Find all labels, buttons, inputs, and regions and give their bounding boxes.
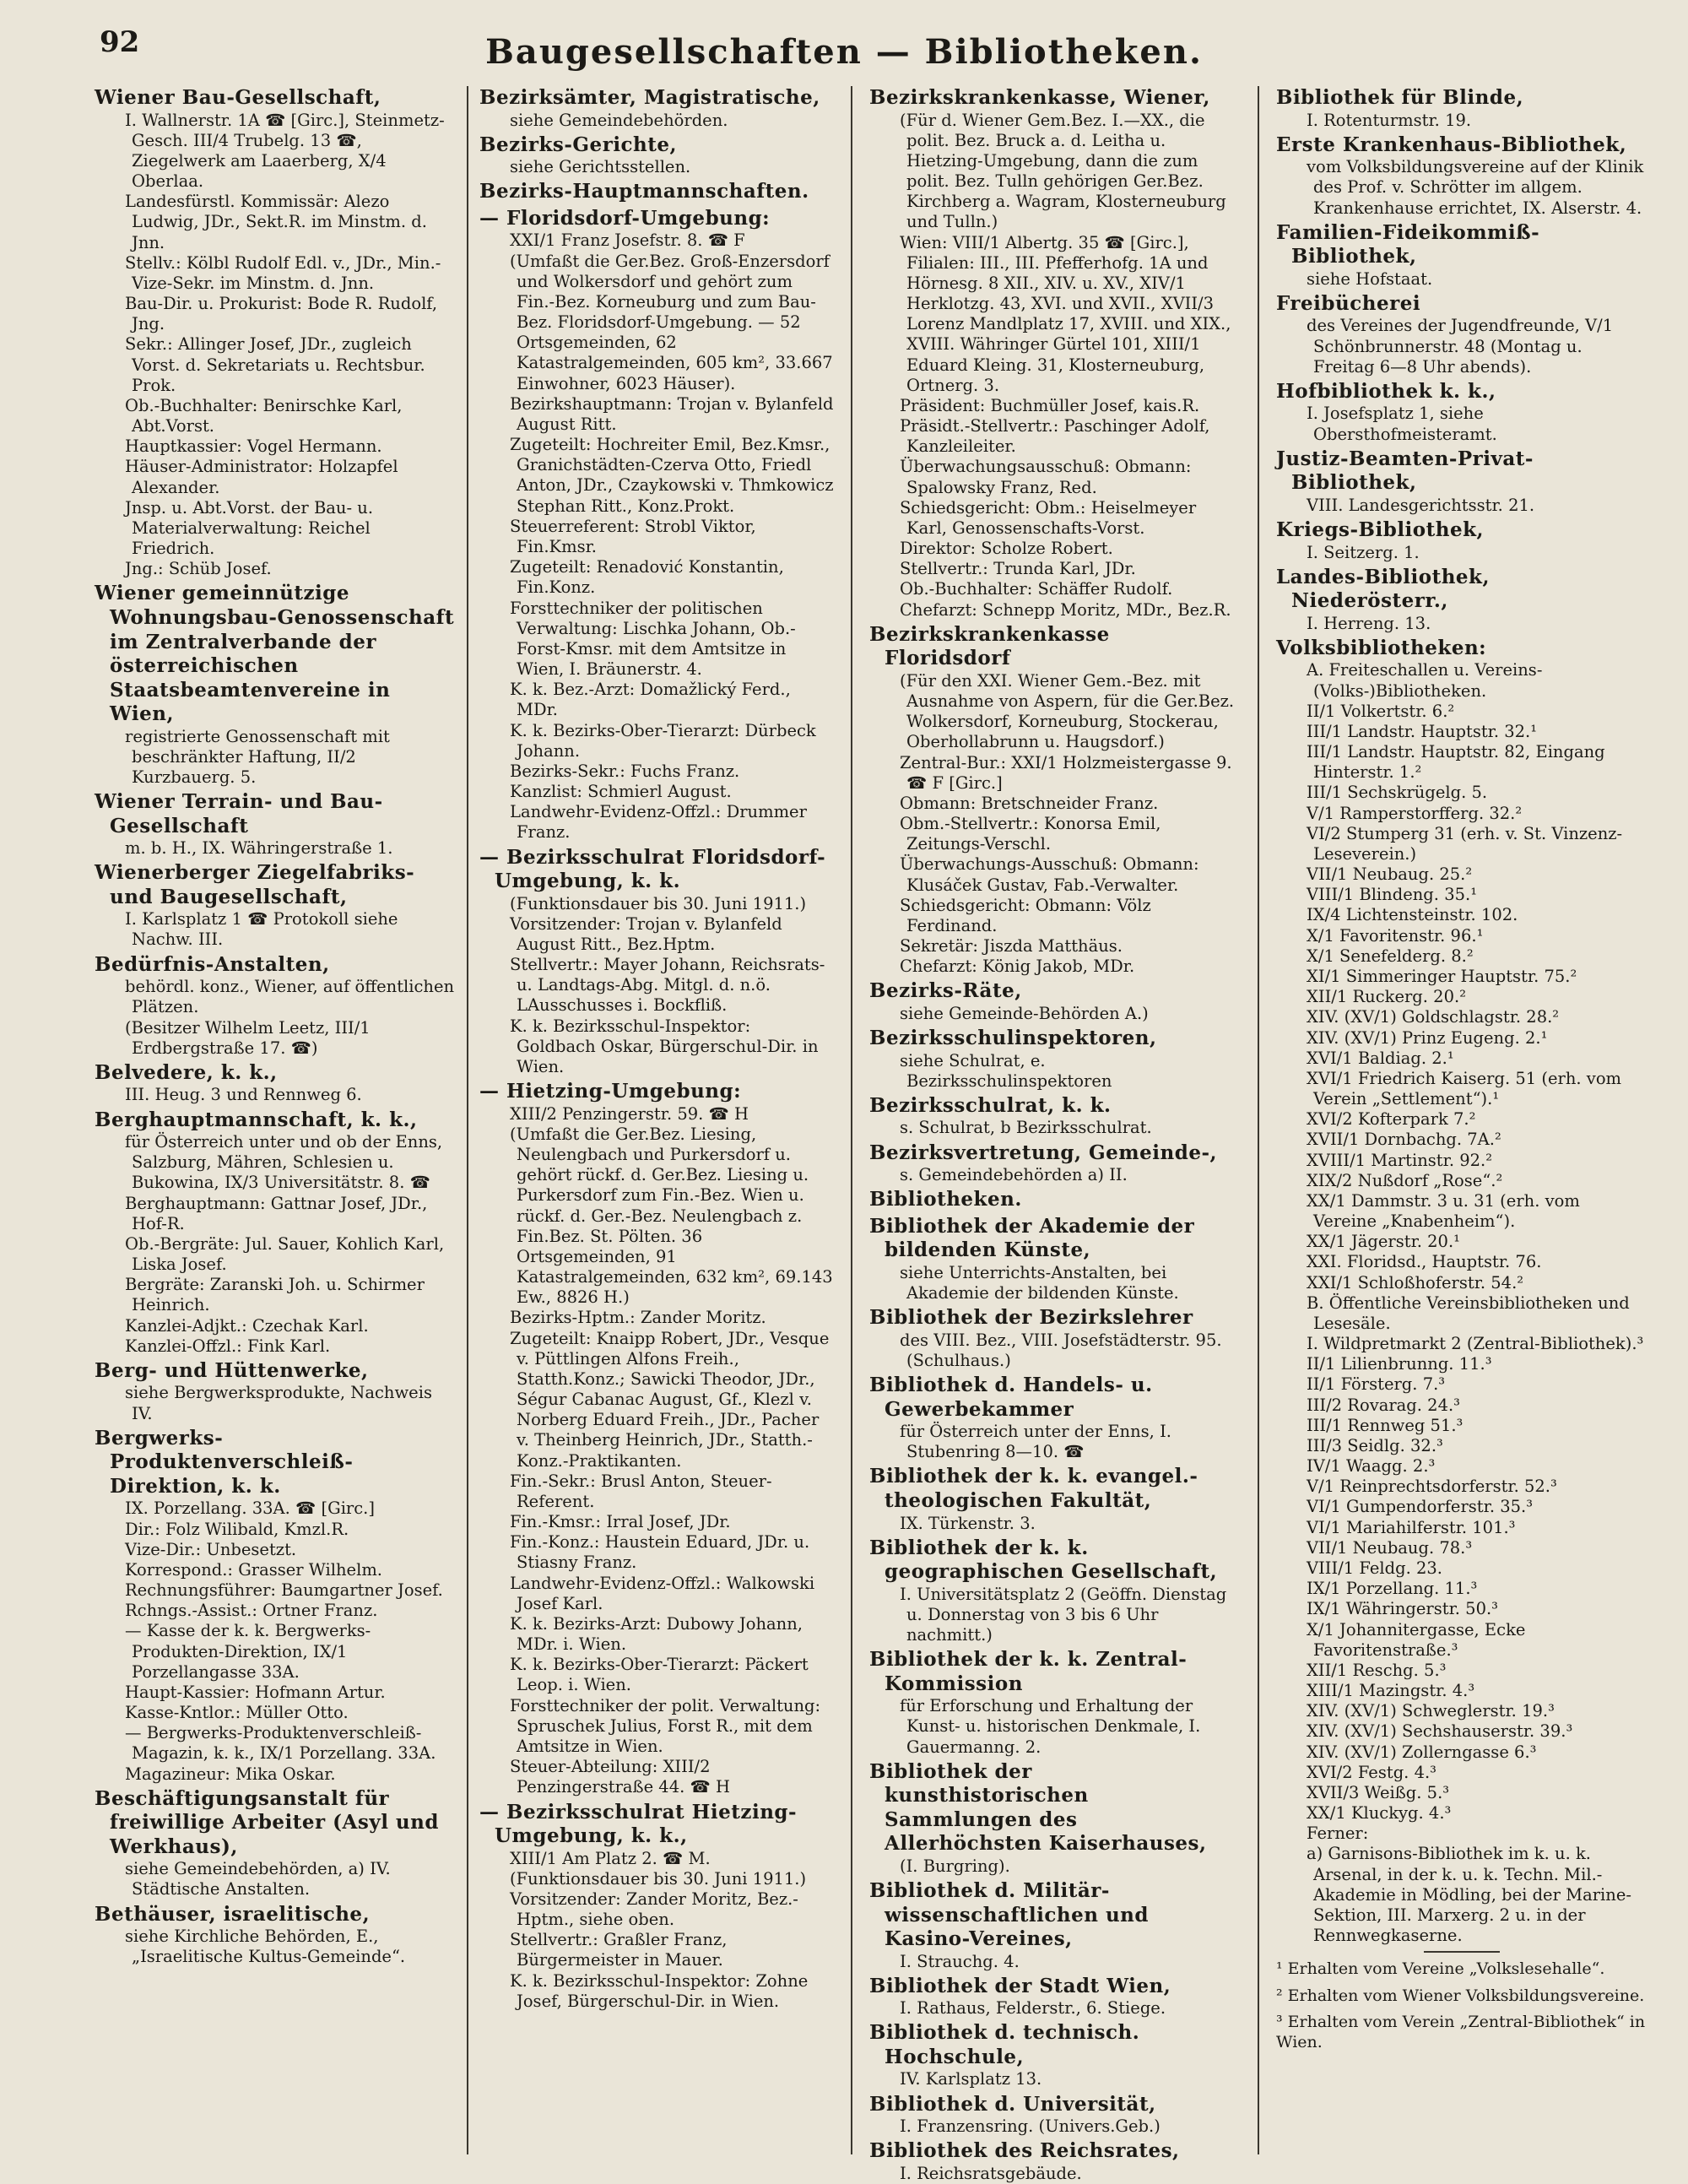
entry-heading: Bethäuser, israelitische, <box>95 1902 371 1926</box>
entry-line: (Funktionsdauer bis 30. Juni 1911.) <box>510 1868 807 1889</box>
entry-heading: Wienerberger Ziegelfabriks- und Baugesellschaft, <box>95 861 415 908</box>
entry-line: K. k. Bezirks-Arzt: Dubowy Johann, MDr. i. Wien. <box>510 1613 803 1655</box>
entry-line: Magazineur: Mika Oskar. <box>125 1764 336 1784</box>
entry-line: I. Rathaus, Felderstr., 6. Stiege. <box>900 1998 1166 2019</box>
entry-heading: Berghauptmannschaft, k. k., <box>95 1108 418 1131</box>
directory-entry <box>479 133 834 178</box>
entry-line: Kanzlei-Offzl.: Fink Karl. <box>125 1336 331 1356</box>
entry-line: vom Volksbildungsvereine auf der Klinik des Prof. v. Schrötter im allgem. Krankenhause errichtet, IX. Alserstr. 4. <box>1307 157 1644 218</box>
entry-line: K. k. Bezirks-Ober-Tierarzt: Dürbeck Johann. <box>510 720 816 761</box>
directory-entry <box>1276 86 1647 131</box>
directory-entry <box>869 1215 1237 1303</box>
entry-line: XXI. Floridsd., Hauptstr. 76. <box>1307 1252 1542 1272</box>
entry-heading: Bezirksschulinspektoren, <box>869 1027 1157 1050</box>
entry-line: Sekr.: Allinger Josef, JDr., zugleich Vorst. d. Sekretariats u. Rechtsbur. Prok. <box>125 334 425 395</box>
entry-line: Vize-Dir.: Unbesetzt. <box>125 1539 297 1559</box>
entry-line: XIII/1 Am Platz 2. ☎ M. <box>510 1848 711 1868</box>
entry-line: siehe Gemeinde-Behörden A.) <box>900 1003 1149 1023</box>
entry-line: XX/1 Kluckyg. 4.³ <box>1307 1803 1452 1824</box>
entry-line: IX/1 Porzellang. 11.³ <box>1307 1579 1478 1599</box>
entry-heading: Familien-Fideikommiß-Bibliothek, <box>1276 220 1540 268</box>
text-column-4 <box>1276 86 1647 2154</box>
entry-line: Schiedsgericht: Obmann: Völz Ferdinand. <box>900 895 1151 935</box>
entry-heading: Bibliothek der Akademie der bildenden Künste, <box>869 1214 1195 1262</box>
entry-line: Vorsitzender: Trojan v. Bylanfeld August Ritt., Bez.Hptm. <box>510 913 782 954</box>
entry-line: Häuser-Administrator: Holzapfel Alexander. <box>125 457 398 497</box>
directory-entry <box>479 1080 834 1797</box>
directory-entry <box>95 790 457 859</box>
entry-line: Steuerreferent: Strobl Viktor, Fin.Kmsr. <box>510 516 756 556</box>
directory-entry <box>95 1787 457 1900</box>
entry-line: X/1 Johannitergasse, Ecke Favoritenstraße.³ <box>1307 1619 1526 1660</box>
entry-line: I. Seitzerg. 1. <box>1307 542 1420 562</box>
directory-entry <box>1276 380 1647 445</box>
entry-line: XIV. (XV/1) Schweglerstr. 19.³ <box>1307 1701 1555 1721</box>
entry-line: siehe Gerichtsstellen. <box>510 157 691 177</box>
entry-line: Forsttechniker der polit. Verwaltung: Spruschek Julius, Forst R., mit dem Amtsitze in Wien. <box>510 1695 821 1756</box>
entry-heading: Bibliothek d. Handels- u. Gewerbekammer <box>869 1374 1153 1421</box>
directory-entry <box>869 979 1237 1024</box>
entry-heading: Bibliothek der Bezirkslehrer <box>869 1306 1193 1330</box>
page-number: 92 <box>100 25 140 59</box>
entry-line: I. Karlsplatz 1 ☎ Protokoll siehe Nachw. III. <box>125 909 398 950</box>
entry-line: VIII/1 Blindeng. 35.¹ <box>1307 885 1478 905</box>
entry-line: Sekretär: Jiszda Matthäus. <box>900 936 1123 957</box>
entry-line: XX/1 Dammstr. 3 u. 31 (erh. vom Vereine „Knabenheim“). <box>1307 1190 1580 1232</box>
entry-line: Überwachungs-Ausschuß: Obmann: Klusáček Gustav, Fab.-Verwalter. <box>900 854 1199 895</box>
entry-line: I. Wildpretmarkt 2 (Zentral-Bibliothek).³ <box>1307 1334 1644 1354</box>
entry-line: VI/1 Mariahilferstr. 101.³ <box>1307 1517 1516 1537</box>
entry-line: VIII/1 Feldg. 23. <box>1307 1558 1442 1578</box>
entry-heading: Kriegs-Bibliothek, <box>1276 518 1485 542</box>
entry-heading: Bedürfnis-Anstalten, <box>95 952 330 976</box>
entry-heading: Bezirksämter, Magistratische, <box>479 86 820 109</box>
entry-line: Bezirks-Sekr.: Fuchs Franz. <box>510 761 740 781</box>
entry-heading: Freibücherei <box>1276 291 1421 315</box>
entry-line: Stellvertr.: Graßler Franz, Bürgermeister in Mauer. <box>510 1930 728 1970</box>
entry-line: siehe Hofstaat. <box>1307 268 1433 289</box>
entry-heading: Bibliothek d. technisch. Hochschule, <box>869 2021 1140 2068</box>
column-rule <box>1258 86 1259 2154</box>
entry-line: Zugeteilt: Knaipp Robert, JDr., Vesque v. Püttlingen Alfons Freih., Statth.Konz.; Sawicki Theodor, JDr., Ségur Cabanac August, Gf., Klezl v. Norberg Eduard Freih., JDr., Pacher v. Theinberg Heinrich, JDr., Statth.-Konz.-Praktikanten. <box>510 1328 830 1471</box>
entry-line: m. b. H., IX. Währingerstraße 1. <box>125 838 393 859</box>
entry-line: Landwehr-Evidenz-Offzl.: Drummer Franz. <box>510 802 807 843</box>
entry-line: siehe Kirchliche Behörden, E., „Israelitische Kultus-Gemeinde“. <box>125 1927 406 1967</box>
directory-entry <box>869 2093 1237 2138</box>
entry-line: Berghauptmann: Gattnar Josef, JDr., Hof-R. <box>125 1193 428 1233</box>
directory-entry <box>479 86 834 131</box>
text-column-2 <box>479 86 834 2154</box>
entry-line: (Funktionsdauer bis 30. Juni 1911.) <box>510 893 807 913</box>
directory-entry <box>95 1061 457 1106</box>
entry-heading: Erste Krankenhaus-Bibliothek, <box>1276 133 1627 156</box>
entry-line: Steuer-Abteilung: XIII/2 Penzingerstraße 44. ☎ H <box>510 1757 731 1797</box>
directory-entry <box>1276 637 1647 1946</box>
directory-entry <box>869 1306 1237 1371</box>
entry-heading: Berg- und Hüttenwerke, <box>95 1358 369 1382</box>
entry-line: Kanzlist: Schmierl August. <box>510 782 732 802</box>
directory-entry <box>869 1648 1237 1758</box>
entry-line: XIII/1 Mazingstr. 4.³ <box>1307 1681 1475 1701</box>
directory-entry <box>1276 221 1647 290</box>
entry-line: V/1 Ramperstorfferg. 32.² <box>1307 803 1523 823</box>
directory-entry <box>95 953 457 1059</box>
directory-entry <box>95 86 457 579</box>
column-rule <box>851 86 852 2154</box>
entry-heading: Bezirkskrankenkasse, Wiener, <box>869 86 1210 109</box>
directory-entry <box>1276 447 1647 516</box>
entry-line: IX/1 Währingerstr. 50.³ <box>1307 1599 1499 1619</box>
entry-line: Jng.: Schüb Josef. <box>125 559 272 579</box>
directory-entry <box>869 2139 1237 2184</box>
entry-line: Kasse-Kntlor.: Müller Otto. <box>125 1703 349 1723</box>
entry-heading: — Bezirksschulrat Hietzing-Umgebung, k. k., <box>479 1800 798 1848</box>
entry-line: registrierte Genossenschaft mit beschränkter Haftung, II/2 Kurzbauerg. 5. <box>125 726 390 787</box>
directory-entry <box>1276 566 1647 634</box>
directory-entry <box>869 1188 1237 1212</box>
entry-line: Obm.-Stellvertr.: Konorsa Emil, Zeitungs-Verschl. <box>900 814 1161 854</box>
entry-line: XX/1 Jägerstr. 20.¹ <box>1307 1232 1460 1252</box>
entry-line: des Vereines der Jugendfreunde, V/1 Schönbrunnerstr. 48 (Montag u. Freitag 6—8 Uhr abends). <box>1307 316 1614 377</box>
entry-line: Überwachungsausschuß: Obmann: Spalowsky Franz, Red. <box>900 457 1192 497</box>
page-header <box>0 0 1688 84</box>
entry-line: III/1 Landstr. Hauptstr. 32.¹ <box>1307 721 1538 741</box>
entry-line: IV. Karlsplatz 13. <box>900 2069 1042 2089</box>
entry-line: Chefarzt: Schnepp Moritz, MDr., Bez.R. <box>900 599 1231 620</box>
entry-line: (Umfaßt die Ger.Bez. Groß-Enzersdorf und Wolkersdorf und gehört zum Fin.-Bez. Korneuburg und zum Bau-Bez. Floridsdorf-Umgebung. — 52 Ortsgemeinden, 62 Katastralgemeinden, 605 km², 33.667 Einwohner, 6023 Häuser). <box>510 251 833 393</box>
entry-line: XII/1 Ruckerg. 20.² <box>1307 987 1467 1007</box>
entry-line: Jnsp. u. Abt.Vorst. der Bau- u. Materialverwaltung: Reichel Friedrich. <box>125 497 374 559</box>
entry-line: Chefarzt: König Jakob, MDr. <box>900 957 1135 977</box>
entry-heading: Bibliotheken. <box>869 1188 1022 1211</box>
entry-line: Ferner: <box>1307 1824 1369 1844</box>
directory-entry <box>1276 292 1647 377</box>
entry-line: a) Garnisons-Bibliothek im k. u. k. Arsenal, in der k. u. k. Techn. Mil.-Akademie in Mödling, bei der Marine-Sektion, III. Marxerg. 2 u. in der Rennwegkaserne. <box>1307 1844 1631 1946</box>
entry-line: XII/1 Reschg. 5.³ <box>1307 1660 1447 1680</box>
entry-line: X/1 Favoritenstr. 96.¹ <box>1307 925 1484 946</box>
entry-line: Stellvertr.: Trunda Karl, JDr. <box>900 559 1136 579</box>
entry-line: XIV. (XV/1) Prinz Eugeng. 2.¹ <box>1307 1027 1548 1048</box>
entry-heading: Belvedere, k. k., <box>95 1060 278 1084</box>
entry-line: III/1 Rennweg 51.³ <box>1307 1415 1463 1435</box>
page-title: Baugesellschaften — Bibliotheken. <box>485 32 1203 72</box>
entry-heading: Bezirks-Hauptmannschaften. <box>479 180 809 203</box>
entry-line: Bezirks-Hptm.: Zander Moritz. <box>510 1308 766 1328</box>
entry-line: B. Öffentliche Vereinsbibliotheken und Lesesäle. <box>1307 1293 1630 1333</box>
entry-line: Wien: VIII/1 Albertg. 35 ☎ [Girc.], Filialen: III., III. Pfefferhofg. 1A und Hörnesg. 8 XII., XIV. u. XV., XIV/1 Herklotzg. 43, XVI. und XVII., XVII/3 Lorenz Mandlplatz 17, XVIII. und XIX., XVIII. Währinger Gürtel 101, XIII/1 Eduard Kleing. 31, Klosterneuburg, Ortnerg. 3. <box>900 232 1231 395</box>
directory-entry <box>1276 133 1647 219</box>
entry-line: siehe Gemeindebehörden. <box>510 110 728 130</box>
entry-line: XI/1 Simmeringer Hauptstr. 75.² <box>1307 967 1577 986</box>
entry-line: Bau-Dir. u. Prokurist: Bode R. Rudolf, Jng. <box>125 294 438 334</box>
entry-line: behördl. konz., Wiener, auf öffentlichen Plätzen. <box>125 977 455 1017</box>
directory-entry <box>95 1359 457 1424</box>
text-column-3 <box>869 86 1237 2183</box>
entry-line: Zentral-Bur.: XXI/1 Holzmeistergasse 9. ☎ F [Girc.] <box>900 752 1232 793</box>
entry-line: XVII/3 Weißg. 5.³ <box>1307 1782 1450 1802</box>
entry-line: Ob.-Bergräte: Jul. Sauer, Kohlich Karl, Liska Josef. <box>125 1233 445 1275</box>
entry-line: Landwehr-Evidenz-Offzl.: Walkowski Josef Karl. <box>510 1573 815 1613</box>
entry-line: XIV. (XV/1) Goldschlagstr. 28.² <box>1307 1007 1560 1027</box>
entry-line: XIV. (XV/1) Zollerngasse 6.³ <box>1307 1742 1537 1762</box>
entry-line: Hauptkassier: Vogel Hermann. <box>125 436 382 457</box>
entry-line: Bezirkshauptmann: Trojan v. Bylanfeld August Ritt. <box>510 393 834 434</box>
footnote: ² Erhalten vom Wiener Volksbildungsvereine. <box>1276 1986 1645 2005</box>
entry-line: Fin.-Sekr.: Brusl Anton, Steuer-Referent. <box>510 1471 772 1511</box>
entry-heading: Hofbibliothek k. k., <box>1276 379 1496 403</box>
directory-entry <box>869 1879 1237 1972</box>
entry-line: IV/1 Waagg. 2.³ <box>1307 1456 1436 1477</box>
entry-line: VIII. Landesgerichtsstr. 21. <box>1307 495 1535 515</box>
entry-line: des VIII. Bez., VIII. Josefstädterstr. 95. (Schulhaus.) <box>900 1330 1222 1370</box>
entry-line: (Besitzer Wilhelm Leetz, III/1 Erdbergstraße 17. ☎) <box>125 1017 371 1058</box>
directory-entry <box>479 207 834 843</box>
entry-line: siehe Bergwerksprodukte, Nachweis IV. <box>125 1383 432 1423</box>
entry-line: XVII/1 Dornbachg. 7A.² <box>1307 1130 1501 1150</box>
entry-line: Zugeteilt: Hochreiter Emil, Bez.Kmsr., Granichstädten-Czerva Otto, Friedl Anton, JDr., Czaykowski v. Thmkowicz Stephan Ritt., Konz.Prokt. <box>510 435 834 516</box>
entry-line: Vorsitzender: Zander Moritz, Bez.-Hptm., siehe oben. <box>510 1889 798 1930</box>
entry-line: Korrespond.: Grasser Wilhelm. <box>125 1559 383 1580</box>
entry-heading: — Bezirksschulrat Floridsdorf-Umgebung, k. k. <box>479 845 826 893</box>
entry-line: (Umfaßt die Ger.Bez. Liesing, Neulengbach und Purkersdorf u. gehört rückf. d. Ger.Bez. Liesing u. Purkersdorf zum Fin.-Bez. Wien u. rückf. d. Ger.-Bez. Neulengbach z. Fin.Bez. St. Pölten. 36 Ortsgemeinden, 91 Katastralgemeinden, 632 km², 69.143 Ew., 8826 H.) <box>510 1124 833 1308</box>
entry-line: III/1 Sechskrügelg. 5. <box>1307 783 1488 803</box>
entry-line: XVI/2 Festg. 4.³ <box>1307 1762 1436 1782</box>
directory-entry <box>1276 518 1647 563</box>
entry-heading: Bibliothek des Reichsrates, <box>869 2139 1180 2163</box>
entry-line: (Für den XXI. Wiener Gem.-Bez. mit Ausnahme von Aspern, für die Ger.Bez. Wolkersdorf, Korneuburg, Stockerau, Oberhollabrunn u. Haugsdorf.) <box>900 670 1235 752</box>
entry-line: Forsttechniker der politischen Verwaltung: Lischka Johann, Ob.-Forst-Kmsr. mit dem Amtsitze in Wien, I. Bräunerstr. 4. <box>510 598 796 680</box>
entry-line: XXI/1 Schloßhoferstr. 54.² <box>1307 1272 1524 1293</box>
entry-line: — Kasse der k. k. Bergwerks-Produkten-Direktion, IX/1 Porzellangasse 33A. <box>125 1621 371 1682</box>
entry-line: A. Freiteschallen u. Vereins-(Volks-)Bibliotheken. <box>1307 660 1543 701</box>
entry-line: III/3 Seidlg. 32.³ <box>1307 1435 1443 1455</box>
entry-heading: Justiz-Beamten-Privat-Bibliothek, <box>1276 447 1534 495</box>
entry-heading: Wiener gemeinnützige Wohnungsbau-Genossenschaft im Zentralverbande der österreichischen Staatsbeamtenvereine in Wien, <box>95 582 455 726</box>
entry-line: VI/2 Stumperg 31 (erh. v. St. Vinzenz-Leseverein.) <box>1307 823 1623 864</box>
entry-line: (Für d. Wiener Gem.Bez. I.—XX., die polit. Bez. Bruck a. d. Leitha u. Hietzing-Umgebung, dann die zum polit. Bez. Tulln gehörigen Ger.Bez. Kirchberg a. Wagram, Klosterneuburg und Tulln.) <box>900 110 1226 232</box>
entry-heading: — Floridsdorf-Umgebung: <box>479 206 771 230</box>
entry-line: siehe Unterrichts-Anstalten, bei Akademie der bildenden Künste. <box>900 1262 1179 1303</box>
entry-line: I. Wallnerstr. 1A ☎ [Girc.], Steinmetz-Gesch. III/4 Trubelg. 13 ☎, Ziegelwerk am Laaerberg, X/4 Oberlaa. <box>125 110 445 192</box>
entry-line: K. k. Bezirksschul-Inspektor: Goldbach Oskar, Bürgerschul-Dir. in Wien. <box>510 1016 819 1076</box>
entry-line: I. Franzensring. (Univers.Geb.) <box>900 2116 1160 2137</box>
directory-entry <box>869 1536 1237 1646</box>
entry-line: Fin.-Kmsr.: Irral Josef, JDr. <box>510 1512 731 1532</box>
entry-heading: Bezirkskrankenkasse Floridsdorf <box>869 622 1110 670</box>
entry-line: I. Herreng. 13. <box>1307 613 1431 633</box>
entry-heading: Bibliothek d. Militär-wissenschaftlichen und Kasino-Vereines, <box>869 1879 1149 1951</box>
entry-line: siehe Gemeindebehörden, a) IV. Städtische Anstalten. <box>125 1859 391 1899</box>
directory-entry <box>869 1094 1237 1139</box>
directory-entry <box>869 1027 1237 1092</box>
directory-entry <box>95 1427 457 1785</box>
entry-line: I. Universitätsplatz 2 (Geöffn. Dienstag u. Donnerstag von 3 bis 6 Uhr nachmitt.) <box>900 1584 1227 1645</box>
entry-line: Direktor: Scholze Robert. <box>900 539 1113 559</box>
entry-line: Zugeteilt: Renadović Konstantin, Fin.Konz. <box>510 557 784 598</box>
directory-entry <box>95 861 457 950</box>
entry-heading: Bibliothek der k. k. evangel.-theologischen Fakultät, <box>869 1465 1198 1512</box>
entry-line: Rechnungsführer: Baumgartner Josef. <box>125 1580 443 1601</box>
entry-line: I. Josefsplatz 1, siehe Obersthofmeisteramt. <box>1307 404 1497 444</box>
entry-line: X/1 Senefelderg. 8.² <box>1307 946 1474 966</box>
directory-entry <box>869 1760 1237 1877</box>
footnote: ¹ Erhalten vom Vereine „Volkslesehalle“. <box>1276 1959 1605 1979</box>
entry-line: IX. Türkenstr. 3. <box>900 1513 1036 1533</box>
directory-entry <box>869 1374 1237 1462</box>
entry-line: Präsidt.-Stellvertr.: Paschinger Adolf, Kanzleileiter. <box>900 416 1210 457</box>
directory-entry <box>869 1465 1237 1533</box>
entry-line: siehe Schulrat, e. Bezirksschulinspektoren <box>900 1050 1112 1091</box>
entry-line: VII/1 Neubaug. 25.² <box>1307 864 1473 885</box>
entry-line: Dir.: Folz Wilibald, Kmzl.R. <box>125 1519 349 1539</box>
entry-line: XIX/2 Nußdorf „Rose“.² <box>1307 1170 1503 1190</box>
directory-entry <box>869 86 1237 621</box>
entry-line: für Erforschung und Erhaltung der Kunst- u. historischen Denkmale, I. Gauermanng. 2. <box>900 1696 1201 1757</box>
entry-line: — Bergwerks-Produktenverschleiß-Magazin, k. k., IX/1 Porzellang. 33A. <box>125 1723 436 1764</box>
entry-line: II/1 Försterg. 7.³ <box>1307 1374 1446 1395</box>
directory-entry <box>479 1801 834 2012</box>
entry-line: VI/1 Gumpendorferstr. 35.³ <box>1307 1497 1534 1517</box>
entry-heading: Bibliothek d. Universität, <box>869 2092 1156 2116</box>
entry-line: Haupt-Kassier: Hofmann Artur. <box>125 1682 386 1702</box>
entry-heading: Bezirks-Gerichte, <box>479 133 678 156</box>
entry-heading: — Hietzing-Umgebung: <box>479 1080 742 1103</box>
entry-line: III/1 Landstr. Hauptstr. 82, Eingang Hinterstr. 1.² <box>1307 742 1605 783</box>
entry-line: für Österreich unter der Enns, I. Stubenring 8—10. ☎ <box>900 1422 1171 1462</box>
entry-line: Schiedsgericht: Obm.: Heiselmeyer Karl, Genossenschafts-Vorst. <box>900 497 1197 538</box>
entry-heading: Bezirksschulrat, k. k. <box>869 1093 1112 1117</box>
entry-heading: Bezirks-Räte, <box>869 979 1022 1003</box>
entry-line: Ob.-Buchhalter: Schäffer Rudolf. <box>900 579 1173 599</box>
entry-line: II/1 Volkertstr. 6.² <box>1307 701 1455 721</box>
entry-line: Obmann: Bretschneider Franz. <box>900 793 1159 813</box>
directory-entry <box>869 2021 1237 2089</box>
entry-line: XVIII/1 Martinstr. 92.² <box>1307 1150 1493 1170</box>
entry-line: III/2 Rovarag. 24.³ <box>1307 1395 1461 1415</box>
column-rule <box>467 86 468 2154</box>
entry-line: Stellvertr.: Mayer Johann, Reichsrats- u. Landtags-Abg. Mitgl. d. n.ö. LAusschusses i. Bockfliß. <box>510 955 825 1016</box>
entry-heading: Volksbibliotheken: <box>1276 636 1487 659</box>
directory-entry <box>95 582 457 788</box>
entry-line: (I. Burgring). <box>900 1856 1010 1876</box>
entry-line: s. Schulrat, b Bezirksschulrat. <box>900 1118 1152 1138</box>
entry-heading: Wiener Terrain- und Bau-Gesellschaft <box>95 790 383 837</box>
entry-line: XVI/1 Friedrich Kaiserg. 51 (erh. vom Verein „Settlement“).¹ <box>1307 1068 1622 1109</box>
entry-line: XVI/1 Baldiag. 2.¹ <box>1307 1048 1454 1068</box>
entry-line: II/1 Lilienbrunng. 11.³ <box>1307 1354 1492 1374</box>
entry-line: XVI/2 Kofterpark 7.² <box>1307 1109 1476 1130</box>
directory-entry <box>869 1141 1237 1186</box>
entry-line: s. Gemeindebehörden a) II. <box>900 1165 1128 1185</box>
entry-heading: Bibliothek der k. k. geographischen Gesellschaft, <box>869 1536 1218 1584</box>
footnote-separator <box>1424 1951 1500 1953</box>
entry-line: Fin.-Konz.: Haustein Eduard, JDr. u. Stiasny Franz. <box>510 1532 810 1573</box>
directory-entry <box>95 1108 457 1357</box>
entry-line: I. Rotenturmstr. 19. <box>1307 110 1472 130</box>
entry-line: IX. Porzellang. 33A. ☎ [Girc.] <box>125 1498 375 1519</box>
directory-entry <box>869 623 1237 978</box>
entry-heading: Landes-Bibliothek, Niederösterr., <box>1276 565 1491 613</box>
entry-line: III. Heug. 3 und Rennweg 6. <box>125 1085 362 1105</box>
entry-line: I. Strauchg. 4. <box>900 1951 1020 1971</box>
entry-heading: Bezirksvertretung, Gemeinde-, <box>869 1141 1218 1164</box>
entry-line: IX/4 Lichtensteinstr. 102. <box>1307 905 1518 925</box>
entry-line: Kanzlei-Adjkt.: Czechak Karl. <box>125 1315 369 1336</box>
entry-line: K. k. Bezirks-Ober-Tierarzt: Päckert Leop. i. Wien. <box>510 1655 809 1695</box>
entry-line: Stellv.: Kölbl Rudolf Edl. v., JDr., Min.-Vize-Sekr. im Minstm. d. Jnn. <box>125 252 441 293</box>
entry-line: Rchngs.-Assist.: Ortner Franz. <box>125 1601 378 1621</box>
entry-line: XXI/1 Franz Josefstr. 8. ☎ F <box>510 230 745 251</box>
directory-entry <box>479 180 834 204</box>
entry-line: für Österreich unter und ob der Enns, Salzburg, Mähren, Schlesien u. Bukowina, IX/3 Universitätstr. 8. ☎ <box>125 1132 443 1193</box>
directory-entry <box>95 1903 457 1968</box>
directory-entry <box>479 846 834 1078</box>
footnote: ³ Erhalten vom Verein „Zentral-Bibliothek“ in Wien. <box>1276 2013 1646 2051</box>
entry-heading: Bergwerks-Produktenverschleiß-Direktion, k. k. <box>95 1426 354 1498</box>
directory-entry <box>869 1975 1237 2019</box>
entry-line: V/1 Reinprechtsdorferstr. 52.³ <box>1307 1477 1557 1497</box>
entry-line: K. k. Bezirksschul-Inspektor: Zohne Josef, Bürgerschul-Dir. in Wien. <box>510 1970 809 2011</box>
entry-heading: Bibliothek der kunsthistorischen Sammlungen des Allerhöchsten Kaiserhauses, <box>869 1759 1207 1856</box>
entry-line: Ob.-Buchhalter: Benirschke Karl, Abt.Vorst. <box>125 395 403 436</box>
text-column-1 <box>95 86 457 2154</box>
entry-heading: Wiener Bau-Gesellschaft, <box>95 86 381 109</box>
entry-heading: Bibliothek der k. k. Zentral-Kommission <box>869 1648 1188 1695</box>
entry-line: Präsident: Buchmüller Josef, kais.R. <box>900 395 1200 415</box>
entry-line: XIII/2 Penzingerstr. 59. ☎ H <box>510 1103 749 1124</box>
entry-line: Landesfürstl. Kommissär: Alezo Ludwig, JDr., Sekt.R. im Minstm. d. Jnn. <box>125 192 427 252</box>
entry-line: VII/1 Neubaug. 78.³ <box>1307 1537 1473 1558</box>
entry-heading: Bibliothek für Blinde, <box>1276 86 1524 109</box>
entry-heading: Beschäftigungsanstalt für freiwillige Arbeiter (Asyl und Werkhaus), <box>95 1786 439 1858</box>
entry-line: Bergräte: Zaranski Joh. u. Schirmer Heinrich. <box>125 1275 425 1315</box>
entry-line: K. k. Bez.-Arzt: Domažlický Ferd., MDr. <box>510 680 791 720</box>
entry-line: XIV. (XV/1) Sechshauserstr. 39.³ <box>1307 1721 1573 1742</box>
entry-line: I. Reichsratsgebäude. <box>900 2163 1082 2183</box>
entry-heading: Bibliothek der Stadt Wien, <box>869 1974 1171 1997</box>
